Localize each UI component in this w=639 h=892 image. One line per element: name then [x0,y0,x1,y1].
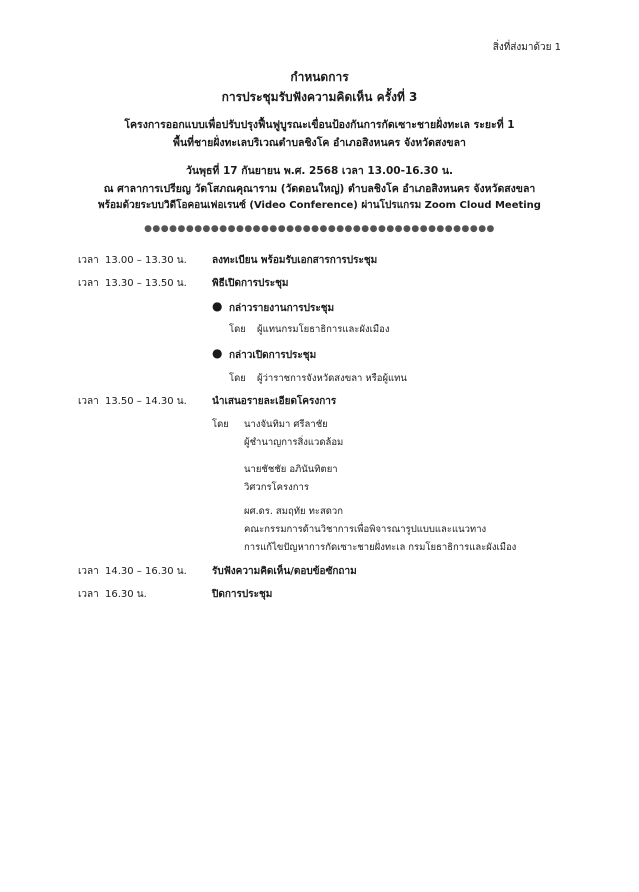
presenter-name: นางจันทิมา ศรีลาชัย [244,419,328,430]
time-range: 13.50 – 14.30 น. [105,396,187,407]
by-label: โดย [229,324,246,335]
presenter-name: นายชัชชัย อภินันทิตยา [244,464,338,475]
sub-item-title: กล่าวเปิดการประชุม [229,350,317,361]
time-label: เวลา [78,255,99,266]
document-title: กำหนดการ [290,70,349,84]
date-line: วันพุธที่ 17 กันยายน พ.ศ. 2568 เวลา 13.00-16.30 น. [186,165,453,177]
time-label: เวลา [78,396,99,407]
presenter-role: การแก้ไขปัญหาการกัดเซาะชายฝั่งทะเล กรมโยธาธิการและผังเมือง [244,542,517,553]
by-label: โดย [229,373,246,384]
time-range: 13.00 – 13.30 น. [105,255,187,266]
presenter-name: ผศ.ดร. สมฤทัย ทะสดวก [244,506,344,517]
time-range: 13.30 – 13.50 น. [105,278,187,289]
presenter-role: คณะกรรมการด้านวิชาการเพื่อพิจารณารูปแบบและแนวทาง [244,524,487,535]
document-subtitle: การประชุมรับฟังความคิดเห็น ครั้งที่ 3 [221,90,418,104]
attachment-label: สิ่งที่ส่งมาด้วย 1 [492,42,561,53]
time-label: เวลา [78,278,99,289]
activity-title: ลงทะเบียน พร้อมรับเอกสารการประชุม [212,255,378,266]
presenter-role: วิศวกรโครงการ [244,482,309,493]
time-range: 16.30 น. [105,589,147,600]
online-line: พร้อมด้วยระบบวิดีโอคอนเฟอเรนซ์ (Video Conference) ผ่านโปรแกรม Zoom Cloud Meeting [98,200,541,211]
activity-title: พิธีเปิดการประชุม [212,278,289,289]
bullet-icon: ● [212,346,223,360]
time-label: เวลา [78,589,99,600]
presenter-name: ผู้ว่าราชการจังหวัดสงขลา หรือผู้แทน [257,373,407,384]
time-label: เวลา [78,566,99,577]
project-line-1: โครงการออกแบบเพื่อปรับปรุงฟื้นฟูบูรณะเขื่อนป้องกันการกัดเซาะชายฝั่งทะเล ระยะที่ 1 [124,119,515,131]
presenter-name: ผู้แทนกรมโยธาธิการและผังเมือง [257,324,390,335]
venue-line: ณ ศาลาการเปรียญ วัดโสภณคุณาราม (วัดดอนใหญ่) ตำบลชิงโค อำเภอสิงหนคร จังหวัดสงขลา [103,183,536,195]
project-line-2: พื้นที่ชายฝั่งทะเลบริเวณตำบลชิงโค อำเภอสิงหนคร จังหวัดสงขลา [173,137,466,149]
dotted-divider: ●●●●●●●●●●●●●●●●●●●●●●●●●●●●●●●●●●●●●●●●●● [144,224,495,234]
activity-title: รับฟังความคิดเห็น/ตอบข้อซักถาม [212,566,357,577]
bullet-icon: ● [212,299,223,313]
presenter-role: ผู้ชำนาญการสิ่งแวดล้อม [244,437,344,448]
time-range: 14.30 – 16.30 น. [105,566,187,577]
activity-title: ปิดการประชุม [212,589,273,600]
by-label: โดย [212,419,229,430]
sub-item-title: กล่าวรายงานการประชุม [229,303,335,314]
activity-title: นำเสนอรายละเอียดโครงการ [212,396,337,407]
